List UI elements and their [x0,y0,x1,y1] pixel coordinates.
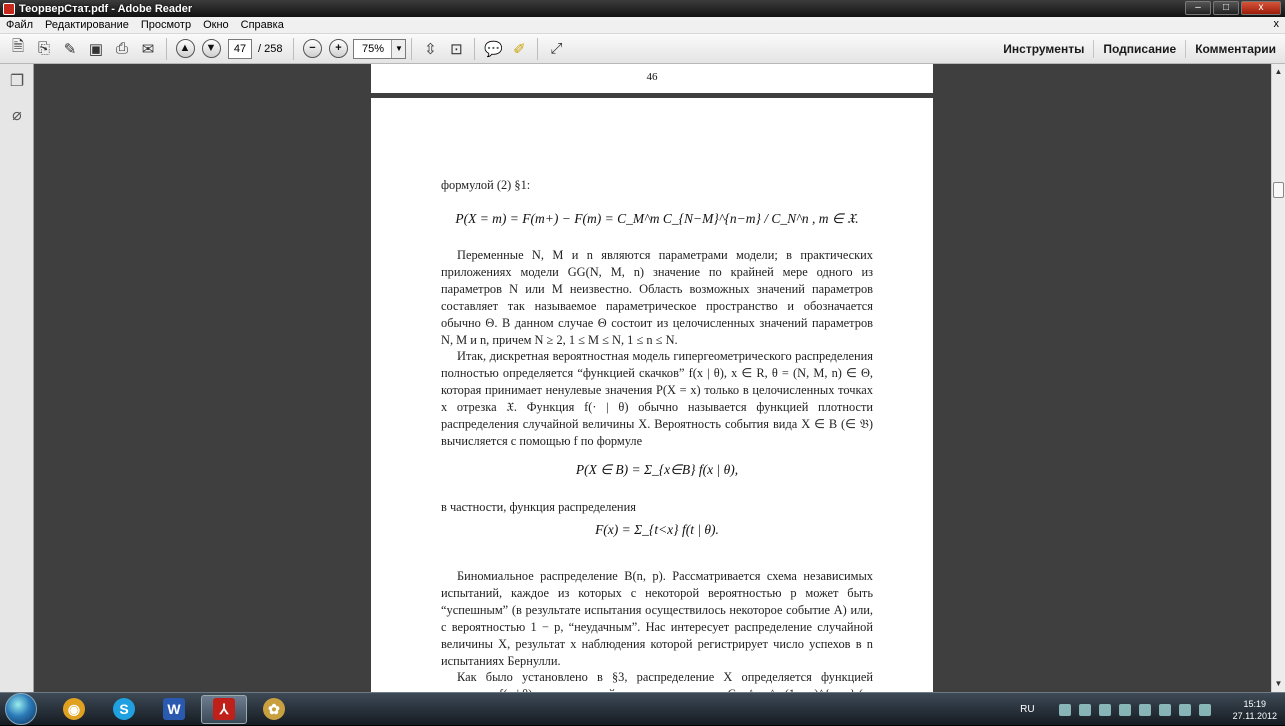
taskbar [0,692,1285,725]
taskbar-chrome[interactable] [51,695,97,724]
paragraph: Переменные N, M и n являются параметрами модели; в практических приложениях модели GG(N, M, n) значение по крайней мере одного из параметров N или M неизвестно. Область возможных значений параметров составляет так называемое параметрическое пространство и обозначается обычно Θ. В данном случае Θ состоит из целочисленных значений параметров N, M и n, причем N ≥ 2, 1 ≤ M ≤ N, 1 ≤ n ≤ N. [441,248,873,347]
toolbar-divider [166,38,167,60]
menu-file[interactable]: Файл [6,19,34,31]
tray-app-icon[interactable] [1119,704,1131,716]
clock[interactable] [1233,698,1277,722]
zoom-select[interactable] [353,39,406,59]
toolbar [0,34,1285,64]
clock-time: 15:19 [1243,698,1267,709]
create-pdf-icon[interactable]: 🗎 [11,38,25,55]
tools-pane-button[interactable]: Инструменты [1003,42,1085,56]
previous-page-bottom [371,64,933,93]
taskbar-word[interactable] [151,695,197,724]
network-icon[interactable] [1139,704,1151,716]
toolbar-divider [293,38,294,60]
formula: P(X = m) = F(m+) − F(m) = C_M^m C_{N−M}^{n−m} / C_N^n , m ∈ 𝔛. [455,211,859,226]
paragraph: Биномиальное распределение B(n, p). Рассматривается схема независимых испытаний, каждое из которых с некоторой вероятностью p может быть “успешным” (в результате испытания осуществилось некоторое событие A) или, с вероятностью 1 − p, “неудачным”. Нас интересует распределение случайной величины X, результат x наблюдения которой регистрирует число успехов в n испытаниях Бернулли. [441,569,873,668]
system-tray [1020,693,1277,726]
chrome-icon: ◉ [63,698,85,720]
document-view[interactable] [34,64,1271,692]
taskbar-paint[interactable] [251,695,297,724]
menu-view[interactable]: Просмотр [140,19,192,31]
vertical-scrollbar[interactable] [1271,64,1285,692]
adobe-reader-icon: ⅄ [213,698,235,720]
task-panes [994,34,1285,64]
highlight-icon[interactable]: ✐ [513,40,526,58]
maximize-button[interactable]: □ [1213,1,1239,15]
navigation-pane [0,64,34,692]
zoom-in-button[interactable] [326,38,350,60]
window-title: ТеорверСтат.pdf - Adobe Reader [19,2,193,15]
zoom-out-button[interactable] [300,38,324,60]
toolbar-divider [411,38,412,60]
formula: P(X ∈ B) = Σ_{x∈B} f(x | θ), [575,462,739,477]
scroll-down-icon[interactable]: ▼ [1274,679,1283,688]
window-controls [1185,1,1281,15]
fit-page-icon[interactable]: ⊡ [450,40,463,58]
taskbar-skype[interactable] [101,695,147,724]
page-number-input[interactable]: 47 [228,39,252,59]
tray-app-icon[interactable] [1059,704,1071,716]
tray-app-icon[interactable] [1099,704,1111,716]
combine-files-icon[interactable]: ⎘ [37,40,50,57]
volume-icon[interactable] [1199,704,1211,716]
fit-width-icon[interactable]: ⇳ [424,40,437,58]
skype-icon: S [113,698,135,720]
paragraph: Итак, дискретная вероятностная модель гипергеометрического распределения полностью определяется “функцией скачков” f(x | θ), x ∈ R, θ = (N, M, n) ∈ Θ, которая принимает ненулевые значения P(X = x) только в целочисленных точках x отрезка 𝔛. Функция f(· | θ) обычно называется функцией плотности распределения случайной величины X. Вероятность события вида X ∈ B (∈ 𝔅) вычисляется с помощью f по формуле [441,349,873,448]
page-total-label: / 258 [258,42,283,55]
menu-edit[interactable]: Редактирование [45,19,129,31]
paint-icon: ✿ [263,698,285,720]
page-number: 46 [646,71,658,83]
word-icon: W [163,698,185,720]
title-bar [0,0,1285,17]
menu-window[interactable]: Окно [203,19,229,31]
previous-page-button[interactable] [173,38,197,60]
start-button[interactable] [5,693,37,725]
next-page-button[interactable] [199,38,223,60]
paperclip-icon[interactable]: ⌀ [12,107,22,124]
zoom-value: 75% [361,42,384,55]
comment-icon[interactable]: 💬 [484,40,503,58]
battery-icon[interactable] [1159,704,1171,716]
minimize-button[interactable]: – [1185,1,1211,15]
minus-icon: − [303,39,322,58]
print-icon[interactable]: ⎙ [115,40,128,57]
scroll-up-icon[interactable]: ▲ [1274,67,1283,76]
edit-pdf-icon[interactable]: ✎ [63,40,77,58]
language-indicator[interactable]: RU [1020,704,1035,715]
close-button[interactable]: x [1241,1,1281,15]
chevron-down-icon[interactable]: ▼ [391,40,405,58]
plus-icon: + [329,39,348,58]
formula: F(x) = Σ_{t<x} f(t | θ). [595,522,719,537]
taskbar-adobe-reader[interactable] [201,695,247,724]
text-line: в частности, функция распределения [441,500,636,514]
menu-bar [0,17,1285,34]
page-thumbnails-icon[interactable]: ❐ [9,73,25,90]
sign-pane-button[interactable]: Подписание [1093,40,1185,58]
clock-date: 27.11.2012 [1232,710,1277,721]
arrow-down-icon: ▼ [202,39,221,58]
fullscreen-icon[interactable]: ⤢ [550,40,563,57]
toolbar-divider [537,38,538,60]
scroll-thumb[interactable] [1273,182,1284,198]
tray-app-icon[interactable] [1079,704,1091,716]
text-line: формулой (2) §1: [441,178,531,192]
email-icon[interactable]: ✉ [141,40,155,58]
menu-help[interactable]: Справка [240,19,284,31]
toolbar-divider [474,38,475,60]
adobe-reader-icon [3,3,15,15]
comment-pane-button[interactable]: Комментарии [1185,40,1285,58]
save-icon[interactable]: ▣ [88,40,104,58]
document-close-button[interactable]: x [1273,18,1279,30]
pdf-page [371,98,933,698]
flag-icon[interactable] [1179,704,1191,716]
paragraph: Как было установлено в §3, распределение X определяется функцией [457,670,873,684]
arrow-up-icon: ▲ [176,39,195,58]
